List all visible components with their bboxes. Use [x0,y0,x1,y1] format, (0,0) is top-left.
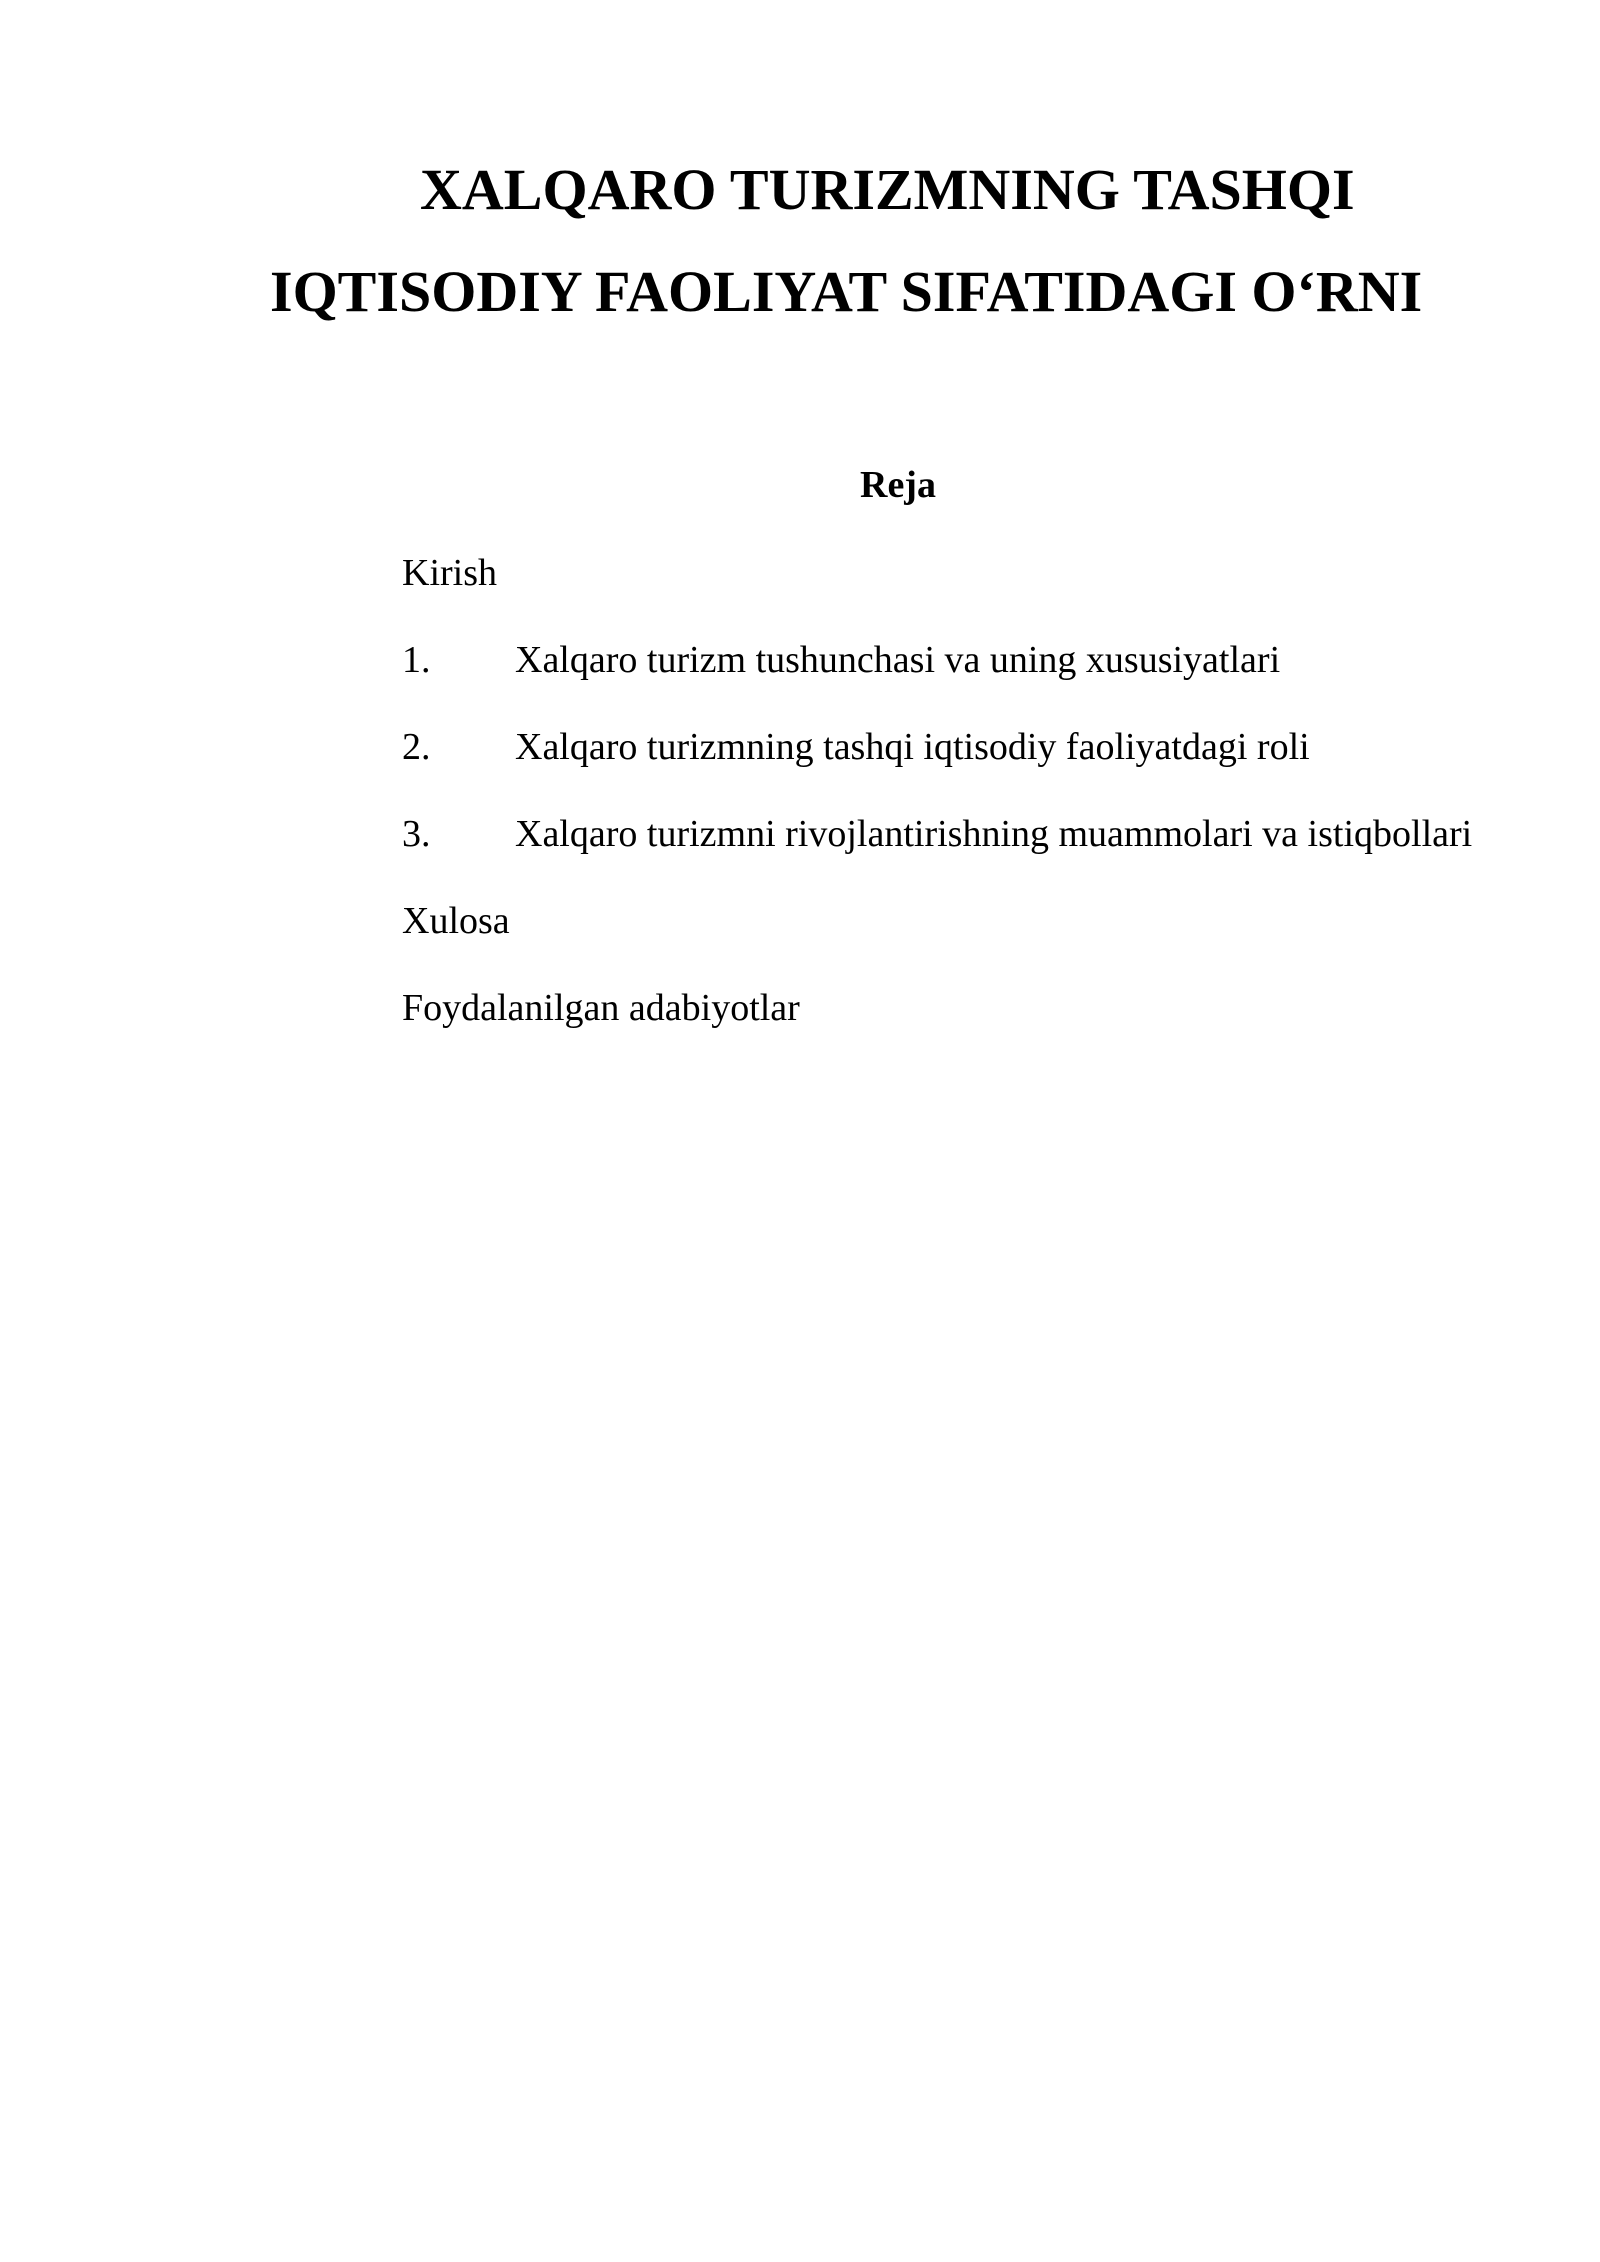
toc-item-text: Xalqaro turizmning tashqi iqtisodiy faoliyatdagi roli [515,726,1310,768]
toc-item-number: 1. [402,639,431,681]
plan-heading: Reja [860,464,936,506]
document-title-line-1: XALQARO TURIZMNING TASHQI [420,157,1355,222]
toc-item-3 [402,811,1472,857]
toc-item-1 [402,637,1280,683]
toc-intro: Kirish [402,552,497,594]
toc-references: Foydalanilgan adabiyotlar [402,987,800,1029]
toc-item-number: 2. [402,726,431,768]
toc-item-2 [402,724,1310,770]
toc-item-text: Xalqaro turizmni rivojlantirishning muammolari va istiqbollari [515,813,1473,855]
toc-conclusion: Xulosa [402,900,510,942]
toc-item-number: 3. [402,813,431,855]
document-title-line-2: IQTISODIY FAOLIYAT SIFATIDAGI O‘RNI [270,259,1423,324]
toc-item-text: Xalqaro turizm tushunchasi va uning xususiyatlari [515,639,1281,681]
